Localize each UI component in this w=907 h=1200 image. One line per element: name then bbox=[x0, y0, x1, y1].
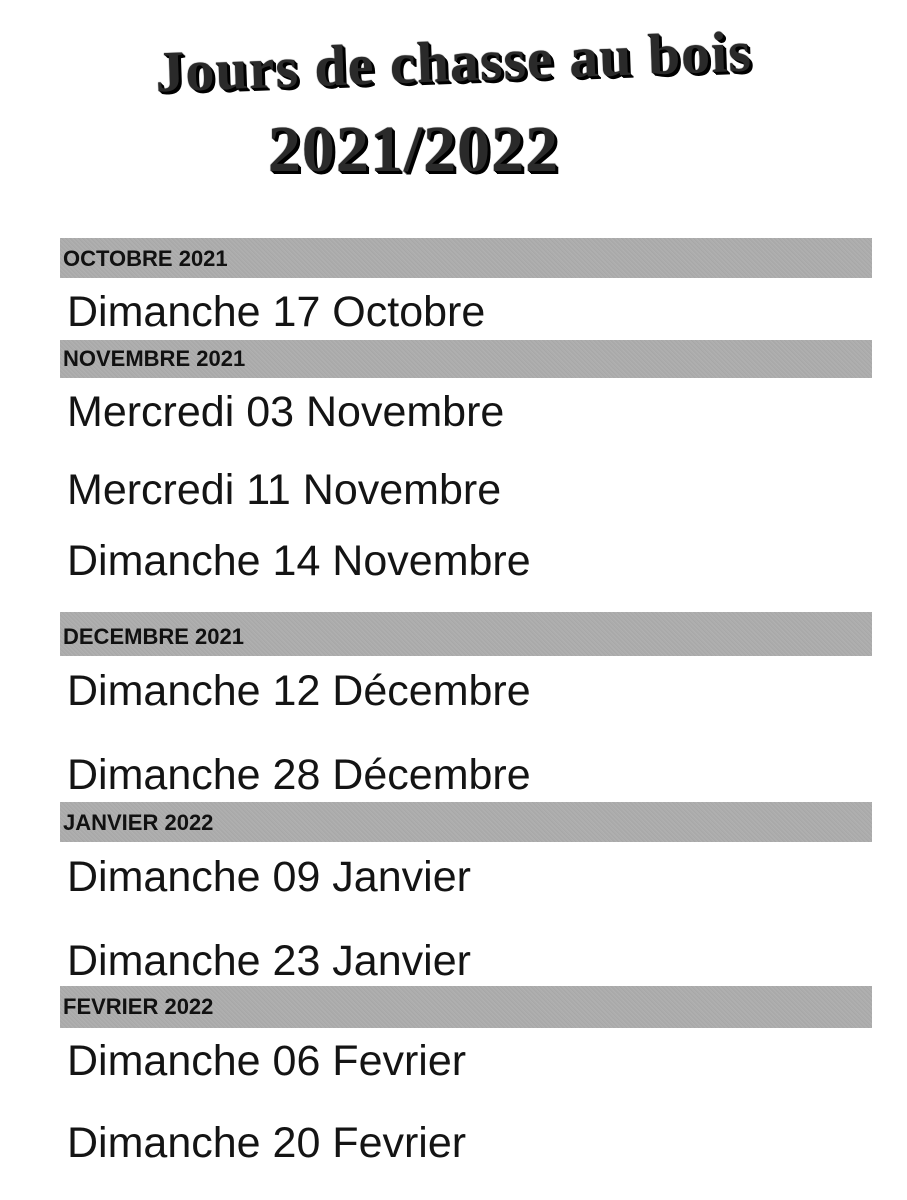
hunting-day-item: Dimanche 23 Janvier bbox=[67, 937, 471, 985]
hunting-day-item: Dimanche 09 Janvier bbox=[67, 853, 471, 901]
hunting-day-item: Dimanche 28 Décembre bbox=[67, 751, 531, 799]
hunting-day-item: Dimanche 12 Décembre bbox=[67, 667, 531, 715]
section-header-november: NOVEMBRE 2021 bbox=[60, 340, 872, 378]
section-header-october: OCTOBRE 2021 bbox=[60, 238, 872, 278]
hunting-day-item: Dimanche 17 Octobre bbox=[67, 288, 486, 336]
page-subtitle-season: 2021/2022 bbox=[267, 113, 560, 186]
section-header-january: JANVIER 2022 bbox=[60, 802, 872, 842]
hunting-day-item: Dimanche 14 Novembre bbox=[67, 537, 531, 585]
page-title: Jours de chasse au bois bbox=[154, 18, 753, 105]
section-header-december: DECEMBRE 2021 bbox=[60, 612, 872, 656]
hunting-day-item: Dimanche 20 Fevrier bbox=[67, 1119, 467, 1167]
hunting-day-item: Mercredi 11 Novembre bbox=[67, 466, 502, 514]
hunting-day-item: Dimanche 06 Fevrier bbox=[67, 1037, 467, 1085]
section-header-february: FEVRIER 2022 bbox=[60, 986, 872, 1028]
hunting-day-item: Mercredi 03 Novembre bbox=[67, 388, 505, 436]
